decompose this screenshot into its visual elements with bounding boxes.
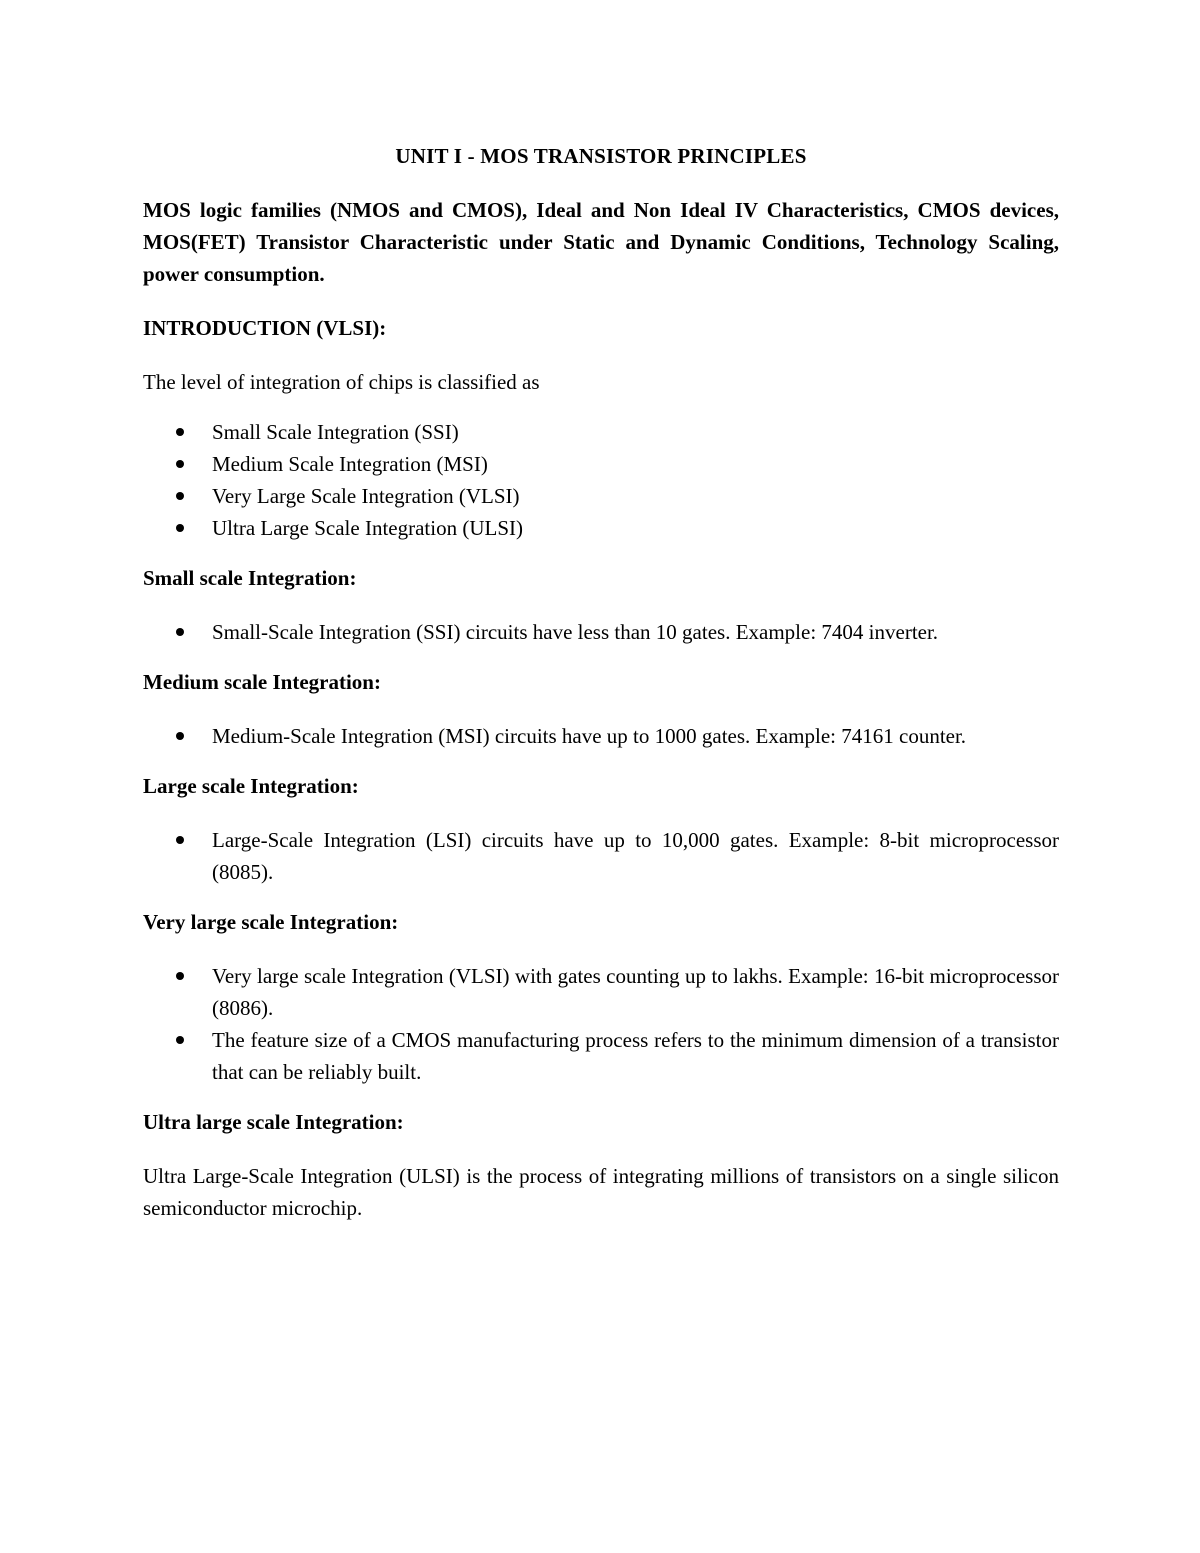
bullet-icon <box>176 460 184 468</box>
list-item <box>143 416 1059 448</box>
intro-lead: The level of integration of chips is classified as <box>143 370 540 394</box>
list-item-text: Small-Scale Integration (SSI) circuits have less than 10 gates. Example: 7404 inverter. <box>212 620 939 644</box>
document-page <box>143 140 1059 1242</box>
integration-levels-list <box>143 416 1059 544</box>
list-item-text: Small Scale Integration (SSI) <box>212 420 459 444</box>
list-item-text: Large-Scale Integration (LSI) circuits have up to 10,000 gates. Example: 8-bit microprocessor (8085). <box>212 828 1059 884</box>
bullet-icon <box>176 524 184 532</box>
ulsi-text: Ultra Large-Scale Integration (ULSI) is the process of integrating millions of transistors on a single silicon semiconductor microchip. <box>143 1164 1059 1220</box>
list-item <box>143 616 1059 648</box>
bullet-icon <box>176 732 184 740</box>
list-item <box>143 448 1059 480</box>
bullet-icon <box>176 492 184 500</box>
list-item <box>143 720 1059 752</box>
list-item-text: Ultra Large Scale Integration (ULSI) <box>212 516 523 540</box>
vlsi-heading: Very large scale Integration: <box>143 910 399 934</box>
ssi-list <box>143 616 1059 648</box>
unit-title: UNIT I - MOS TRANSISTOR PRINCIPLES <box>395 144 807 168</box>
ulsi-heading: Ultra large scale Integration: <box>143 1110 404 1134</box>
list-item-text: Medium-Scale Integration (MSI) circuits have up to 1000 gates. Example: 74161 counter. <box>212 724 967 748</box>
msi-list <box>143 720 1059 752</box>
ssi-heading: Small scale Integration: <box>143 566 357 590</box>
list-item <box>143 960 1059 1024</box>
bullet-icon <box>176 428 184 436</box>
vlsi-list <box>143 960 1059 1088</box>
syllabus-topics: MOS logic families (NMOS and CMOS), Ideal and Non Ideal IV Characteristics, CMOS devices, MOS(FET) Transistor Characteristic under Static and Dynamic Conditions, Technology Scaling, power consumption. <box>143 198 1059 286</box>
msi-heading: Medium scale Integration: <box>143 670 381 694</box>
list-item-text: The feature size of a CMOS manufacturing process refers to the minimum dimension of a transistor that can be reliably built. <box>212 1028 1059 1084</box>
bullet-icon <box>176 628 184 636</box>
list-item <box>143 480 1059 512</box>
list-item-text: Very Large Scale Integration (VLSI) <box>212 484 520 508</box>
bullet-icon <box>176 836 184 844</box>
intro-heading: INTRODUCTION (VLSI): <box>143 316 387 340</box>
list-item-text: Medium Scale Integration (MSI) <box>212 452 488 476</box>
lsi-list <box>143 824 1059 888</box>
list-item-text: Very large scale Integration (VLSI) with gates counting up to lakhs. Example: 16-bit microprocessor (8086). <box>212 964 1059 1020</box>
bullet-icon <box>176 1036 184 1044</box>
list-item <box>143 824 1059 888</box>
list-item <box>143 1024 1059 1088</box>
bullet-icon <box>176 972 184 980</box>
lsi-heading: Large scale Integration: <box>143 774 359 798</box>
list-item <box>143 512 1059 544</box>
